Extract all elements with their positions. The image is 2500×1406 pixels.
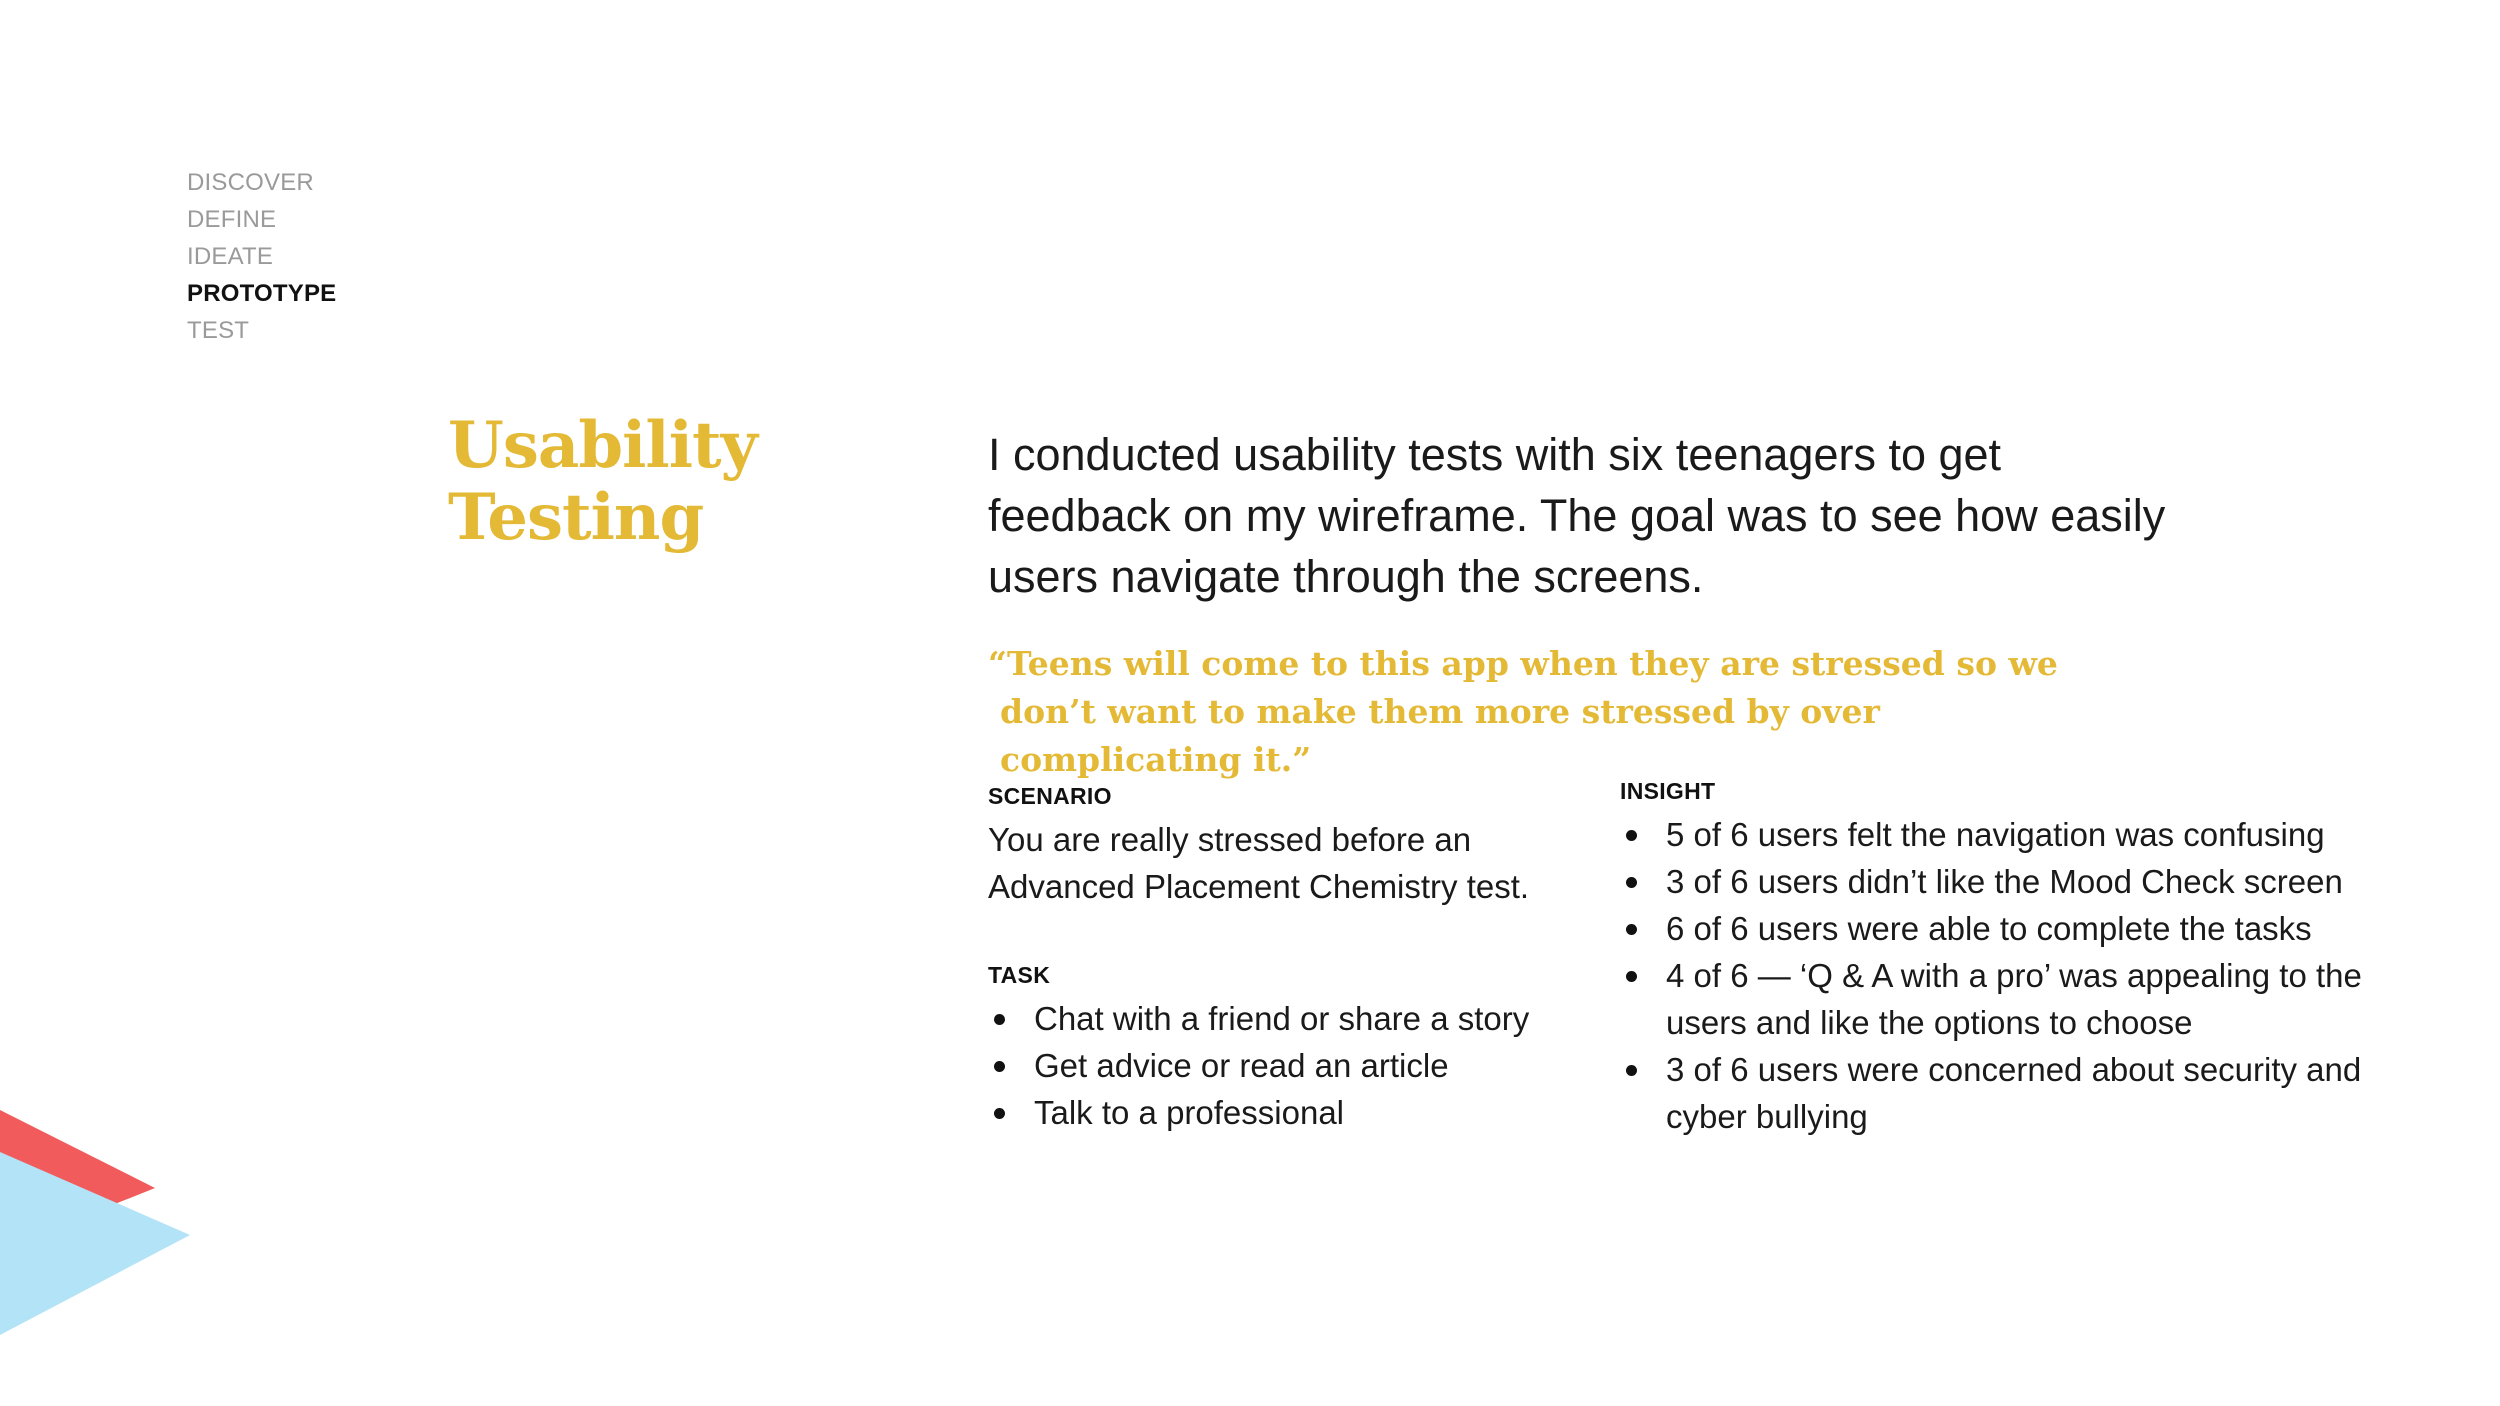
nav-item-define[interactable]: DEFINE xyxy=(187,206,277,233)
insight-item: 3 of 6 users were concerned about security and cyber bullying xyxy=(1620,1046,2366,1140)
nav-item-discover[interactable]: DISCOVER xyxy=(187,169,314,196)
insight-list xyxy=(1620,811,2400,1140)
process-nav xyxy=(187,164,336,349)
task-list xyxy=(988,995,1608,1136)
insight-item: 3 of 6 users didn’t like the Mood Check screen xyxy=(1620,858,2400,905)
task-item: Chat with a friend or share a story xyxy=(988,995,1608,1042)
insight-item: 6 of 6 users were able to complete the tasks xyxy=(1620,905,2400,952)
intro-paragraph: I conducted usability tests with six teenagers to get feedback on my wireframe. The goal was to see how easily users navigate through the screens. xyxy=(988,429,2166,602)
task-heading: TASK xyxy=(988,962,1051,988)
scenario-heading: SCENARIO xyxy=(988,783,1112,809)
nav-item-ideate[interactable]: IDEATE xyxy=(187,243,274,270)
task-item: Get advice or read an article xyxy=(988,1042,1608,1089)
nav-item-prototype[interactable]: PROTOTYPE xyxy=(187,280,337,307)
page-title-line-1: Usability xyxy=(448,408,757,483)
insight-item: 5 of 6 users felt the navigation was confusing xyxy=(1620,811,2400,858)
user-quote: “Teens will come to this app when they are stressed so we don’t want to make them more stressed by over complicating it.” xyxy=(988,644,2058,779)
insight-heading: INSIGHT xyxy=(1620,778,1716,804)
decorative-triangles-icon xyxy=(0,1100,200,1340)
insight-item: 4 of 6 — ‘Q & A with a pro’ was appealing to the users and like the options to choose xyxy=(1620,952,2366,1046)
task-item: Talk to a professional xyxy=(988,1089,1608,1136)
scenario-text: You are really stressed before an Advanced Placement Chemistry test. xyxy=(988,821,1530,905)
page-title xyxy=(448,410,757,554)
page-title-line-2: Testing xyxy=(448,480,704,555)
nav-item-test[interactable]: TEST xyxy=(187,317,250,344)
